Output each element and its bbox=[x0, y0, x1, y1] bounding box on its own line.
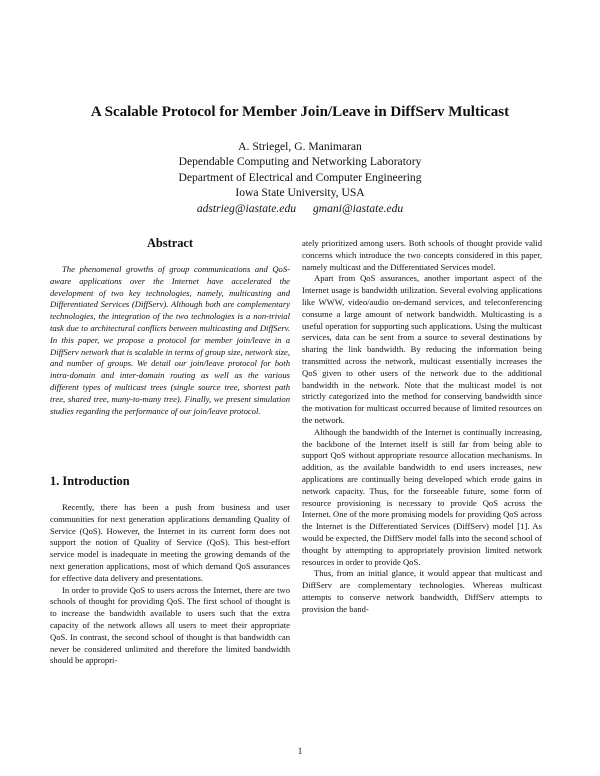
email-manimaran[interactable]: gmani@iastate.edu bbox=[312, 201, 404, 215]
page-number: 1 bbox=[297, 746, 303, 756]
email-striegel[interactable]: adstrieg@iastate.edu bbox=[196, 201, 297, 215]
paper-title: A Scalable Protocol for Member Join/Leave in DiffServ Multicast bbox=[90, 104, 510, 120]
body-paragraph: Apart from QoS assurances, another important aspect of the Internet usage is bandwidth utilization. Several evolving applications like WWW, video/audio on-demand services, and teleconferencing consume a large amount of network bandwidth. Multicasting is a useful operation for supporting such applications. Using the multicast services, data can be sent from a source to several destinations by sharing the link bandwidth. By reducing the information being transmitted across the network, multicast essentially increases the QoS given to other users of the network due to the additional bandwidth in the network. Note that the multicast model is not strictly categorized into the method for conserving bandwidth since the motivation for multicast occurred because of limited resources on the network. bbox=[302, 273, 542, 425]
right-column-body bbox=[302, 238, 542, 616]
affiliation-department: Department of Electrical and Computer Engineering bbox=[178, 170, 422, 184]
abstract-heading: Abstract bbox=[146, 236, 194, 250]
author-emails bbox=[0, 201, 600, 216]
affiliation-lab: Dependable Computing and Networking Laboratory bbox=[178, 155, 422, 169]
intro-paragraph: Recently, there has been a push from business and user communities for next generation applications demanding Quality of Service (QoS). However, the Internet in its current form does not support the notion of Quality of Service (QoS). This best-effort service model is inadequate in meeting the growing demands of the next generation applications, most of which demand QoS assurances for effective data delivery and presentations. bbox=[50, 502, 290, 583]
body-paragraph: Although the bandwidth of the Internet is continually increasing, the backbone of the Internet itself is still far from being able to support QoS without appropriate resource allocation mechanisms. In addition, as the available bandwidth to end users increases, new applications are continually being developed which erode gains in network capacity. Thus, for the forseeable future, some form of resource provisioning is necessary to provide QoS across the Internet. One of the more promising models for providing QoS across the Internet is the Differentiated Services (DiffServ) model [1]. As would be expected, the DiffServ model falls into the second school of thought by attempting to appropriately provision limited network resources in order to provide QoS. bbox=[302, 426, 542, 567]
abstract-text: The phenomenal growths of group communications and QoS-aware applications over the Internet have accelerated the development of two key technologies, namely, multicasting and Differentiated Services (DiffServ). Although both are complementary technologies, the integration of the two technologies is a non-trivial task due to architectural conflicts between multicasting and DiffServ. In this paper, we propose a protocol for member join/leave in a DiffServ network that is scalable in terms of group size, network size, and number of groups. We detail our join/leave protocol for both intra-domain and inter-domain routing as well as the various different types of multicast trees (single source tree, shortest path tree, shared tree, many-to-many tree). Finally, we present simulation studies regarding the performance of our join/leave protocol. bbox=[50, 264, 290, 416]
introduction-body bbox=[50, 502, 290, 667]
body-paragraph: Thus, from an initial glance, it would appear that multicast and DiffServ are complementary technologies. Whereas multicast attempts to conserve network bandwidth, DiffServ attempts to provision the band- bbox=[302, 568, 542, 614]
author-block bbox=[0, 139, 600, 216]
affiliation-university: Iowa State University, USA bbox=[235, 186, 365, 200]
intro-paragraph: In order to provide QoS to users across the Internet, there are two schools of thought for providing QoS. The first school of thought is to increase the bandwidth available to users such that the extra capacity of the network allows all users to meet their appropriate QoS. In contrast, the second school of thought is that bandwidth can never be considered unlimited and therefore the limited bandwidth should be appropri- bbox=[50, 584, 290, 666]
continued-paragraph: ately prioritized among users. Both schools of thought provide valid concerns which introduce the two concepts considered in this paper, namely multicast and the Differentiated Services model. bbox=[302, 238, 542, 272]
author-names: A. Striegel, G. Manimaran bbox=[238, 140, 362, 153]
introduction-heading: 1. Introduction bbox=[50, 474, 130, 488]
